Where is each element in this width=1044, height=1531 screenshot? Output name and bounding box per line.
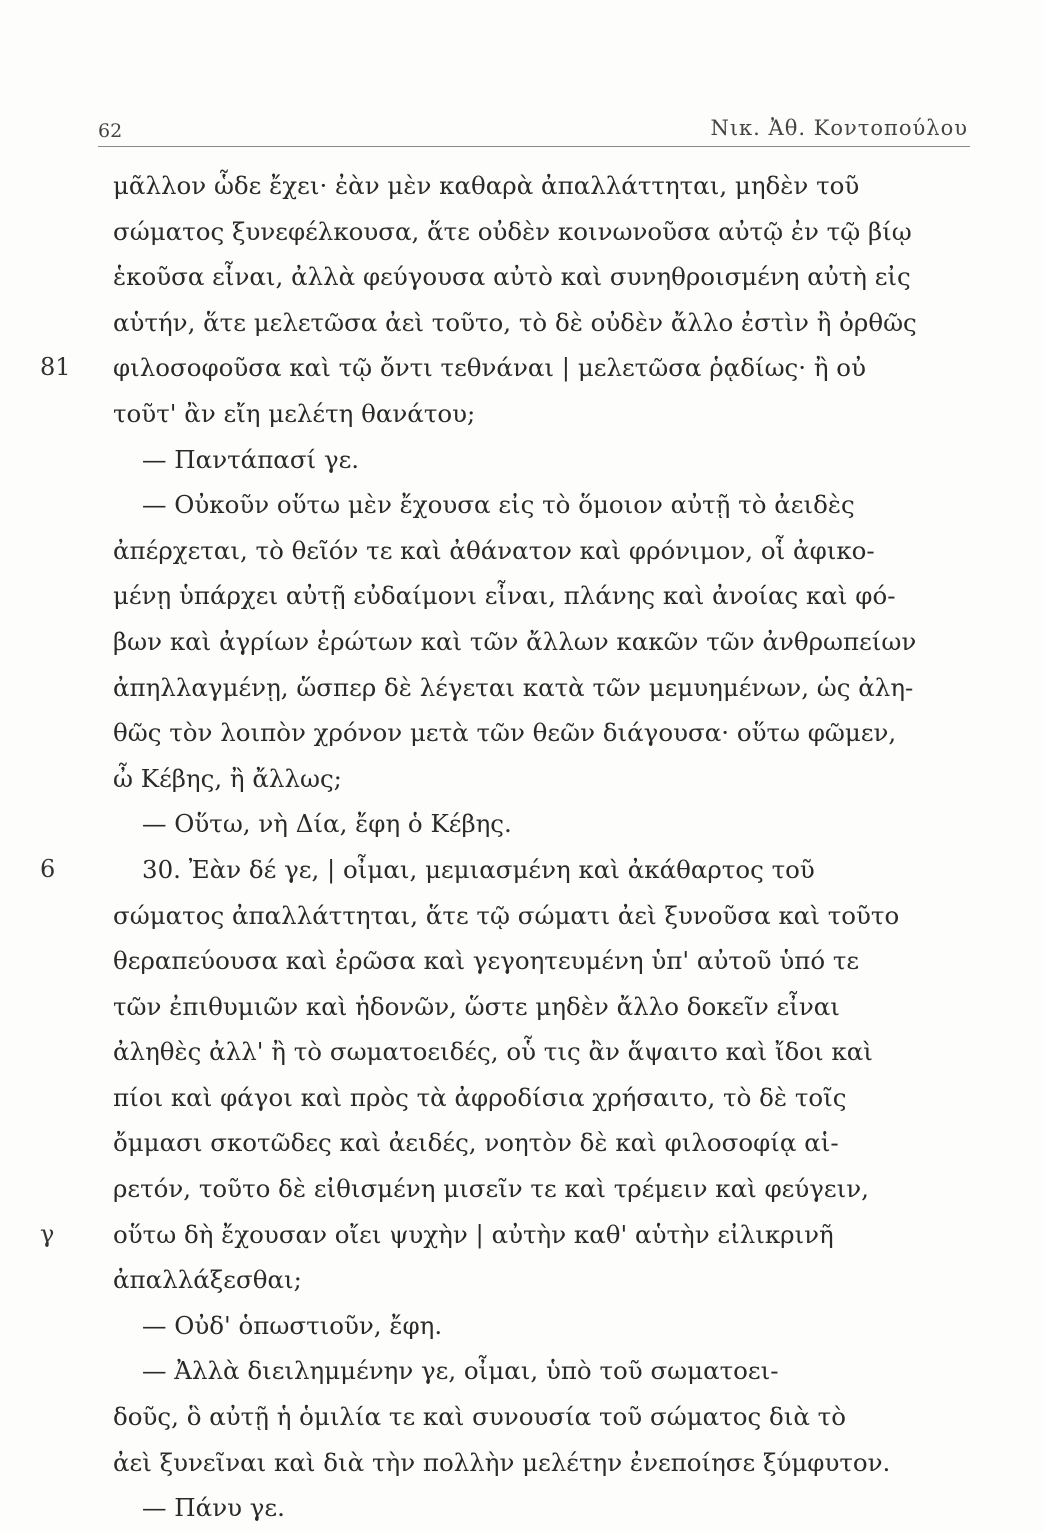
line-text: — Οὕτω, νὴ Δία, ἔφη ὁ Κέβης. bbox=[142, 809, 512, 839]
line-text: ἀεὶ ξυνεῖναι καὶ διὰ τὴν πολλὴν μελέτην ἐνεποίησε ξύμφυτον. bbox=[113, 1447, 891, 1477]
margin-number: 81 bbox=[40, 353, 71, 382]
text-line bbox=[0, 893, 1044, 939]
text-body bbox=[0, 163, 1044, 1531]
text-line bbox=[0, 163, 1044, 209]
text-line bbox=[0, 1485, 1044, 1531]
line-text: μένῃ ὑπάρχει αὐτῇ εὐδαίμονι εἶναι, πλάνης καὶ ἀνοίας καὶ φό- bbox=[113, 581, 896, 611]
line-text: ἀληθὲς ἀλλ' ἢ τὸ σωματοειδές, οὗ τις ἂν ἅψαιτο καὶ ἴδοι καὶ bbox=[113, 1037, 873, 1067]
line-text: τῶν ἐπιθυμιῶν καὶ ἡδονῶν, ὥστε μηδὲν ἄλλο δοκεῖν εἶναι bbox=[113, 991, 840, 1021]
text-line bbox=[0, 528, 1044, 574]
text-line bbox=[0, 1440, 1044, 1486]
line-text: — Παντάπασί γε. bbox=[142, 444, 360, 474]
text-line bbox=[0, 1120, 1044, 1166]
line-text: αὑτήν, ἅτε μελετῶσα ἀεὶ τοῦτο, τὸ δὲ οὐδὲν ἄλλο ἐστὶν ἢ ὀρθῶς bbox=[113, 307, 917, 337]
text-line bbox=[0, 1394, 1044, 1440]
header-rule bbox=[98, 146, 970, 147]
line-text: — Ἀλλὰ διειλημμένην γε, οἶμαι, ὑπὸ τοῦ σωματοει- bbox=[142, 1356, 779, 1386]
line-text: ὦ Κέβης, ἢ ἄλλως; bbox=[113, 763, 342, 793]
line-text: ἑκοῦσα εἶναι, ἀλλὰ φεύγουσα αὐτὸ καὶ συνηθροισμένη αὐτὴ εἰς bbox=[113, 262, 911, 292]
text-line bbox=[0, 801, 1044, 847]
text-line bbox=[0, 209, 1044, 255]
text-line bbox=[0, 1166, 1044, 1212]
line-text: πίοι καὶ φάγοι καὶ πρὸς τὰ ἀφροδίσια χρήσαιτο, τὸ δὲ τοῖς bbox=[113, 1082, 847, 1112]
margin-number: γ bbox=[40, 1219, 55, 1248]
line-text: — Οὐκοῦν οὕτω μὲν ἔχουσα εἰς τὸ ὅμοιον αὐτῇ τὸ ἀειδὲς bbox=[142, 490, 855, 520]
text-line bbox=[0, 938, 1044, 984]
margin-number: 6 bbox=[40, 854, 56, 883]
text-line bbox=[0, 482, 1044, 528]
text-line bbox=[0, 573, 1044, 619]
line-text: τοῦτ' ἂν εἴη μελέτη θανάτου; bbox=[113, 398, 476, 428]
text-line bbox=[0, 300, 1044, 346]
text-line bbox=[0, 345, 1044, 391]
text-line bbox=[0, 710, 1044, 756]
line-text: σώματος ξυνεφέλκουσα, ἅτε οὐδὲν κοινωνοῦσα αὐτῷ ἐν τῷ βίῳ bbox=[113, 216, 912, 246]
line-text: θῶς τὸν λοιπὸν χρόνον μετὰ τῶν θεῶν διάγουσα· οὕτω φῶμεν, bbox=[113, 718, 897, 748]
running-head: Νικ. Ἀθ. Κοντοπούλου bbox=[710, 116, 968, 140]
text-line bbox=[0, 665, 1044, 711]
text-line bbox=[0, 847, 1044, 893]
line-text: οὕτω δὴ ἔχουσαν οἴει ψυχὴν | αὐτὴν καθ' αὑτὴν εἰλικρινῆ bbox=[113, 1219, 834, 1249]
text-line bbox=[0, 1212, 1044, 1258]
text-line bbox=[0, 391, 1044, 437]
line-text: φιλοσοφοῦσα καὶ τῷ ὄντι τεθνάναι | μελετῶσα ῥᾳδίως· ἢ οὐ bbox=[113, 353, 866, 383]
text-line bbox=[0, 254, 1044, 300]
line-text: ἀπέρχεται, τὸ θεῖόν τε καὶ ἀθάνατον καὶ φρόνιμον, οἷ ἀφικο- bbox=[113, 535, 875, 565]
line-text: — Πάνυ γε. bbox=[142, 1493, 285, 1523]
line-text: ἀπηλλαγμένῃ, ὥσπερ δὲ λέγεται κατὰ τῶν μεμυημένων, ὡς ἀλη- bbox=[113, 672, 914, 702]
line-text: ρετόν, τοῦτο δὲ εἰθισμένη μισεῖν τε καὶ τρέμειν καὶ φεύγειν, bbox=[113, 1174, 869, 1204]
page-number: 62 bbox=[98, 120, 123, 142]
text-line bbox=[0, 984, 1044, 1030]
text-line bbox=[0, 437, 1044, 483]
page-header bbox=[98, 112, 968, 142]
line-text: ὄμμασι σκοτῶδες καὶ ἀειδές, νοητὸν δὲ καὶ φιλοσοφίᾳ αἱ- bbox=[113, 1128, 839, 1158]
text-line bbox=[0, 619, 1044, 665]
text-line bbox=[0, 1257, 1044, 1303]
text-line bbox=[0, 1029, 1044, 1075]
text-line bbox=[0, 1303, 1044, 1349]
line-text: δοῦς, ὃ αὐτῇ ἡ ὁμιλία τε καὶ συνουσία τοῦ σώματος διὰ τὸ bbox=[113, 1402, 846, 1432]
text-line bbox=[0, 1348, 1044, 1394]
line-text: — Οὐδ' ὁπωστιοῦν, ἔφη. bbox=[142, 1310, 443, 1340]
text-line bbox=[0, 1075, 1044, 1121]
line-text: ἀπαλλάξεσθαι; bbox=[113, 1265, 302, 1295]
line-text: μᾶλλον ὧδε ἔχει· ἐὰν μὲν καθαρὰ ἀπαλλάττηται, μηδὲν τοῦ bbox=[113, 171, 860, 200]
line-text: σώματος ἀπαλλάττηται, ἅτε τῷ σώματι ἀεὶ ξυνοῦσα καὶ τοῦτο bbox=[113, 900, 900, 930]
line-text: βων καὶ ἀγρίων ἐρώτων καὶ τῶν ἄλλων κακῶν τῶν ἀνθρωπείων bbox=[113, 626, 917, 656]
line-text: θεραπεύουσα καὶ ἐρῶσα καὶ γεγοητευμένη ὑπ' αὐτοῦ ὑπό τε bbox=[113, 946, 860, 976]
line-text: 30. Ἐὰν δέ γε, | οἶμαι, μεμιασμένη καὶ ἀκάθαρτος τοῦ bbox=[142, 854, 815, 884]
text-line bbox=[0, 756, 1044, 802]
